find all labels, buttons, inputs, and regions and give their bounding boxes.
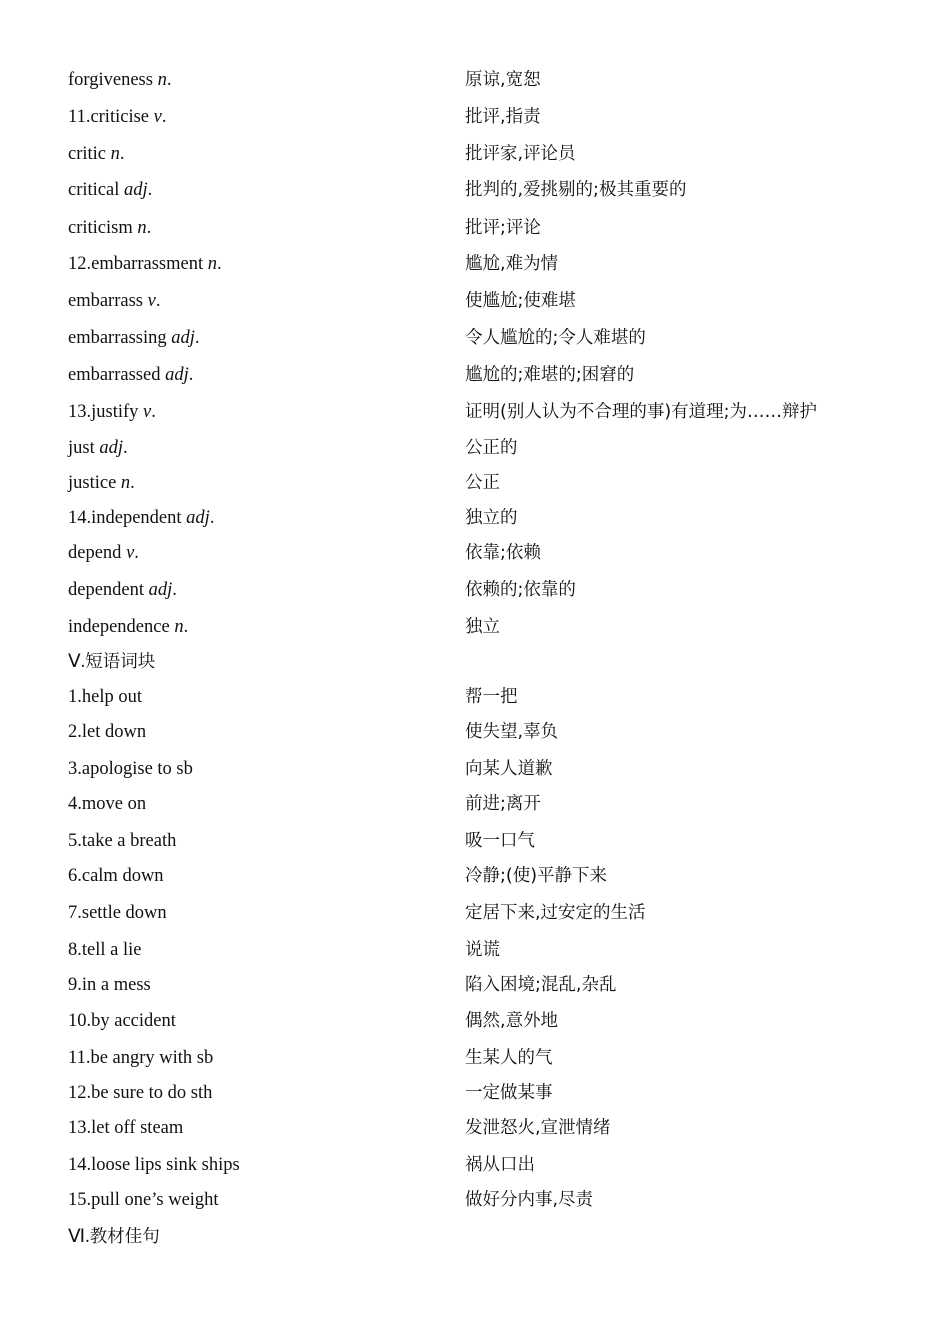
vocab-term: critical adj. [68, 180, 153, 200]
vocab-row [68, 362, 928, 388]
phrase-row [68, 863, 928, 889]
section-heading-phrases: Ⅴ.短语词块 [68, 652, 156, 672]
vocab-meaning: 批判的,爱挑剔的;极其重要的 [465, 180, 687, 200]
vocab-meaning: 证明(别人认为不合理的事)有道理;为……辩护 [465, 402, 818, 422]
phrase-meaning: 吸一口气 [465, 831, 535, 851]
phrase-row [68, 1152, 928, 1178]
vocab-meaning: 令人尴尬的;令人难堪的 [465, 328, 646, 348]
phrase-row [68, 900, 928, 926]
vocab-term: embarrassed adj. [68, 365, 194, 385]
vocab-row [68, 614, 928, 640]
vocab-row [68, 470, 928, 496]
vocab-term: criticism n. [68, 218, 152, 238]
vocab-meaning: 依赖的;依靠的 [465, 580, 576, 600]
phrase-row [68, 1080, 928, 1106]
vocab-meaning: 尴尬,难为情 [465, 254, 559, 274]
phrase-row [68, 1115, 928, 1141]
phrase-row [68, 972, 928, 998]
phrase-meaning: 做好分内事,尽责 [465, 1190, 594, 1210]
vocab-term: 14.independent adj. [68, 508, 215, 528]
vocab-meaning: 公正的 [465, 438, 518, 458]
vocab-row [68, 399, 928, 425]
vocab-row [68, 435, 928, 461]
phrase-meaning: 帮一把 [465, 687, 518, 707]
vocab-row [68, 288, 928, 314]
vocab-row [68, 177, 928, 203]
section-heading-sentences: Ⅵ.教材佳句 [68, 1227, 160, 1247]
phrase-term: 11.be angry with sb [68, 1048, 214, 1068]
phrase-meaning: 使失望,辜负 [465, 722, 559, 742]
vocab-term: embarrassing adj. [68, 328, 200, 348]
phrase-term: 3.apologise to sb [68, 759, 193, 779]
phrase-meaning: 陷入困境;混乱,杂乱 [465, 975, 617, 995]
phrase-row [68, 1045, 928, 1071]
phrase-term: 4.move on [68, 794, 147, 814]
phrase-term: 5.take a breath [68, 831, 177, 851]
phrase-meaning: 前进;离开 [465, 794, 541, 814]
vocab-row [68, 577, 928, 603]
vocab-row [68, 540, 928, 566]
vocab-meaning: 独立的 [465, 508, 518, 528]
phrase-meaning: 向某人道歉 [465, 759, 553, 779]
phrase-row [68, 937, 928, 963]
phrase-meaning: 发泄怒火,宣泄情绪 [465, 1118, 611, 1138]
vocab-row [68, 67, 928, 93]
vocab-term: dependent adj. [68, 580, 177, 600]
vocab-term: embarrass v. [68, 291, 161, 311]
phrase-row [68, 756, 928, 782]
phrase-row [68, 1187, 928, 1213]
phrase-meaning: 生某人的气 [465, 1048, 553, 1068]
phrase-meaning: 偶然,意外地 [465, 1011, 559, 1031]
phrase-row [68, 1008, 928, 1034]
phrase-term: 6.calm down [68, 866, 164, 886]
phrase-meaning: 祸从口出 [465, 1155, 535, 1175]
vocab-meaning: 批评;评论 [465, 218, 541, 238]
vocab-term: critic n. [68, 144, 125, 164]
vocab-row [68, 325, 928, 351]
phrase-term: 2.let down [68, 722, 147, 742]
vocab-meaning: 公正 [465, 473, 500, 493]
vocab-term: depend v. [68, 543, 139, 563]
vocab-meaning: 独立 [465, 617, 500, 637]
phrase-meaning: 说谎 [465, 940, 500, 960]
phrase-meaning: 冷静;(使)平静下来 [465, 866, 608, 886]
phrase-row [68, 719, 928, 745]
phrase-term: 8.tell a lie [68, 940, 142, 960]
phrase-term: 12.be sure to do sth [68, 1083, 213, 1103]
phrase-term: 14.loose lips sink ships [68, 1155, 240, 1175]
vocab-term: 12.embarrassment n. [68, 254, 222, 274]
phrase-term: 15.pull one’s weight [68, 1190, 219, 1210]
vocab-row [68, 251, 928, 277]
vocab-meaning: 使尴尬;使难堪 [465, 291, 576, 311]
phrase-row [68, 828, 928, 854]
vocab-row [68, 141, 928, 167]
vocab-term: 13.justify v. [68, 402, 156, 422]
phrase-term: 1.help out [68, 687, 142, 707]
vocab-row [68, 505, 928, 531]
phrase-meaning: 定居下来,过安定的生活 [465, 903, 646, 923]
phrase-row [68, 791, 928, 817]
vocab-meaning: 批评家,评论员 [465, 144, 576, 164]
vocab-meaning: 批评,指责 [465, 107, 541, 127]
vocab-term: just adj. [68, 438, 128, 458]
vocab-row [68, 215, 928, 241]
phrase-row [68, 684, 928, 710]
vocab-meaning: 依靠;依赖 [465, 543, 541, 563]
phrase-term: 7.settle down [68, 903, 167, 923]
vocab-term: independence n. [68, 617, 189, 637]
vocab-term: forgiveness n. [68, 70, 172, 90]
phrase-meaning: 一定做某事 [465, 1083, 553, 1103]
vocab-term: 11.criticise v. [68, 107, 167, 127]
vocab-row [68, 104, 928, 130]
vocab-term: justice n. [68, 473, 135, 493]
phrase-term: 10.by accident [68, 1011, 176, 1031]
vocab-meaning: 原谅,宽恕 [465, 70, 541, 90]
phrase-term: 13.let off steam [68, 1118, 184, 1138]
phrase-term: 9.in a mess [68, 975, 151, 995]
vocab-meaning: 尴尬的;难堪的;困窘的 [465, 365, 635, 385]
